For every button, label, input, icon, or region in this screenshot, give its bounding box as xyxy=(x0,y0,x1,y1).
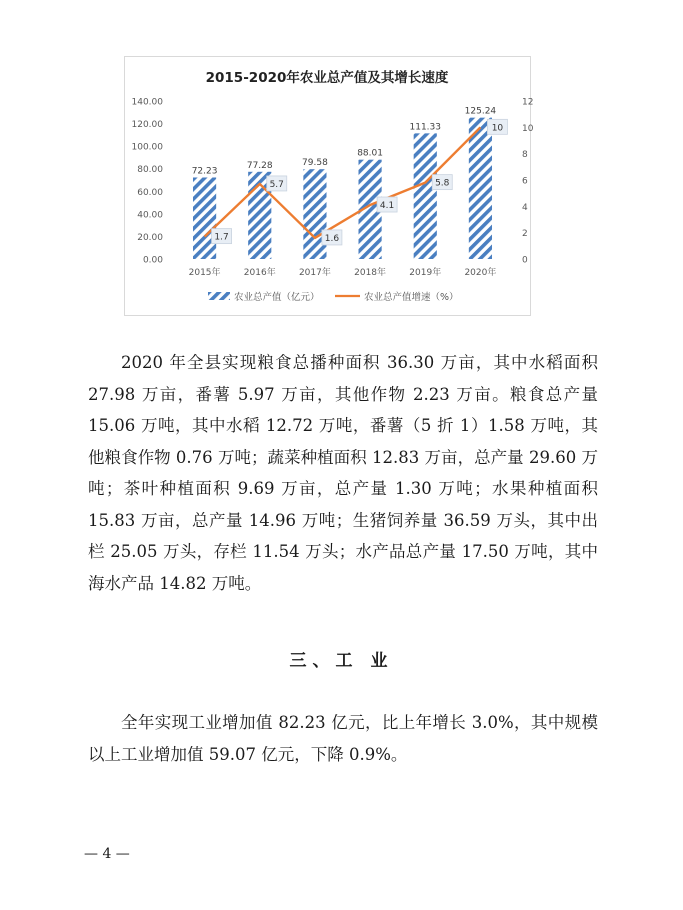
legend-label-output: 农业总产值（亿元） xyxy=(234,292,320,303)
line-value-label: 1.7 xyxy=(214,232,229,243)
output-bar xyxy=(193,177,216,259)
left-axis-tick-label: 140.00 xyxy=(131,97,163,108)
x-axis-tick-label: 2018年 xyxy=(354,268,387,278)
legend-swatch-output xyxy=(208,292,230,300)
chart-title: 2015-2020年农业总产值及其增长速度 xyxy=(205,70,449,86)
x-axis-tick-label: 2015年 xyxy=(188,268,221,278)
output-bar xyxy=(303,169,326,259)
output-bar xyxy=(469,118,492,259)
left-axis-tick-label: 100.00 xyxy=(131,142,163,153)
left-axis-tick-label: 40.00 xyxy=(137,210,163,221)
left-axis-tick-label: 60.00 xyxy=(137,187,163,198)
bar-value-label: 88.01 xyxy=(357,148,383,159)
output-bar xyxy=(414,133,437,259)
x-axis-tick-label: 2020年 xyxy=(464,268,497,278)
page-number: — 4 — xyxy=(84,846,130,862)
legend-label-growth: 农业总产值增速（%） xyxy=(364,292,459,303)
line-value-label: 1.6 xyxy=(324,233,340,244)
right-axis-tick-label: 2 xyxy=(522,229,528,240)
right-axis-tick-label: 8 xyxy=(522,150,528,161)
paragraph-industry: 全年实现工业增加值 82.23 亿元，比上年增长 3.0%，其中规模以上工业增加值 59.07 亿元，下降 0.9%。 xyxy=(88,713,598,764)
left-axis-tick-label: 0.00 xyxy=(142,255,163,266)
right-axis-tick-label: 10 xyxy=(522,123,534,134)
bar-value-label: 79.58 xyxy=(302,158,328,169)
x-axis-tick-label: 2017年 xyxy=(298,268,331,278)
bar-value-label: 77.28 xyxy=(246,160,273,171)
right-axis-tick-label: 12 xyxy=(522,97,534,108)
chart-container xyxy=(124,56,534,316)
left-axis-tick-label: 20.00 xyxy=(137,232,163,243)
paragraph-agriculture: 2020 年全县实现粮食总播种面积 36.30 万亩，其中水稻面积 27.98 万亩，番薯 5.97 万亩，其他作物 2.23 万亩。粮食总产量 15.06 万吨，其中水稻 12.72 万吨，番薯（5 折 1）1.58 万吨，其他粮食作物 0.76 万吨；蔬菜种植面积 12.83 万亩，总产量 29.60 万吨；茶叶种植面积 9.69 万亩，总产量 1.30 万吨；水果种植面积 15.83 万亩，总产量 14.96 万吨；生猪饲养量 36.59 万头，其中出栏 25.05 万头，存栏 11.54 万头；水产品总产量 17.50 万吨，其中海水产品 14.82 万吨。 xyxy=(88,353,598,593)
right-axis-tick-label: 6 xyxy=(522,176,528,187)
right-axis-tick-label: 0 xyxy=(522,255,528,266)
chart-svg xyxy=(125,57,534,315)
chart-legend xyxy=(208,291,459,303)
section-heading: 三、工 业 xyxy=(289,651,394,671)
right-axis-tick-label: 4 xyxy=(522,202,528,213)
left-axis-tick-label: 120.00 xyxy=(131,120,163,131)
x-axis-tick-label: 2016年 xyxy=(243,268,276,278)
bar-value-label: 72.23 xyxy=(191,166,218,177)
line-value-label: 4.1 xyxy=(379,201,395,212)
x-axis-tick-label: 2019年 xyxy=(409,268,442,278)
line-value-label: 5.8 xyxy=(435,178,450,189)
line-value-label: 5.7 xyxy=(269,179,284,190)
bar-value-label: 111.33 xyxy=(409,122,441,133)
line-value-label: 10 xyxy=(491,123,504,134)
left-axis-tick-label: 80.00 xyxy=(137,165,163,176)
bar-value-label: 125.24 xyxy=(464,106,497,117)
